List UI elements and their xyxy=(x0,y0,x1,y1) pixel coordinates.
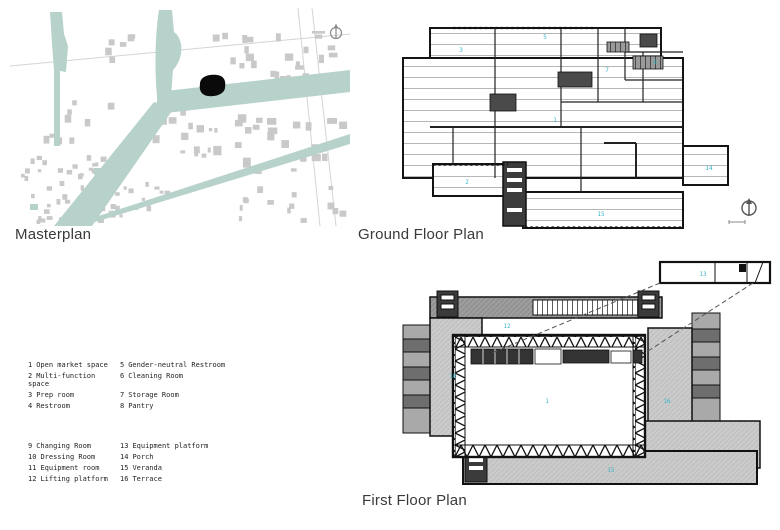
svg-text:6: 6 xyxy=(653,59,657,66)
legend-item: 1 Open market space xyxy=(28,361,108,369)
map-building-fabric xyxy=(21,33,347,224)
ground-floor-title: Ground Floor Plan xyxy=(358,226,484,243)
svg-text:12: 12 xyxy=(503,323,511,330)
svg-text:14: 14 xyxy=(705,165,713,172)
first-floor-plan-drawing xyxy=(395,253,780,491)
north-arrow-icon xyxy=(729,198,756,224)
svg-text:7: 7 xyxy=(605,67,609,74)
legend-item: 11 Equipment room xyxy=(28,464,100,473)
svg-text:13: 13 xyxy=(699,271,707,278)
right-service-strip xyxy=(692,313,720,427)
svg-text:5: 5 xyxy=(543,34,547,41)
first-floor-title: First Floor Plan xyxy=(362,492,467,509)
svg-text:15: 15 xyxy=(597,211,605,218)
right-terrace xyxy=(648,328,692,428)
masterplan-title: Masterplan xyxy=(15,226,92,243)
legend-item: 12 Lifting platform xyxy=(28,475,108,484)
legend-item: 8 Pantry xyxy=(120,401,154,410)
legend-item: 3 Prep room xyxy=(28,390,75,399)
legend-item: 10 Dressing Room xyxy=(28,453,96,462)
legend-block-1 xyxy=(28,362,225,410)
legend-item: 7 Storage Room xyxy=(120,390,179,399)
site-marker xyxy=(200,75,226,96)
svg-text:16: 16 xyxy=(663,398,671,405)
legend-item: 2 Multi-function space xyxy=(28,372,96,388)
ground-floor-panel xyxy=(393,12,768,235)
svg-text:2: 2 xyxy=(465,179,469,186)
first-floor-panel xyxy=(395,253,780,491)
svg-text:16: 16 xyxy=(449,373,457,380)
legend-block-2 xyxy=(28,443,208,484)
svg-text:1: 1 xyxy=(545,398,549,405)
legend-item: 16 Terrace xyxy=(120,475,162,484)
ground-floor-plan-drawing xyxy=(393,12,768,235)
masterplan-panel xyxy=(10,8,350,226)
svg-text:3: 3 xyxy=(459,47,463,54)
legend-item: 14 Porch xyxy=(120,453,154,462)
svg-text:1: 1 xyxy=(553,117,557,124)
map-water-canals xyxy=(30,10,350,226)
masterplan-map xyxy=(10,8,350,226)
legend-item: 6 Cleaning Room xyxy=(120,372,184,381)
legend-item: 13 Equipment platform xyxy=(120,442,209,450)
equipment-platform-bar xyxy=(660,262,770,283)
legend-item: 5 Gender-neutral Restroom xyxy=(120,361,226,369)
stair-core xyxy=(503,162,526,226)
legend-item: 15 Veranda xyxy=(120,464,162,473)
svg-text:15: 15 xyxy=(607,467,615,474)
legend-item: 4 Restroom xyxy=(28,401,70,410)
legend-item: 9 Changing Room xyxy=(28,442,92,450)
left-service-strip xyxy=(403,325,430,433)
